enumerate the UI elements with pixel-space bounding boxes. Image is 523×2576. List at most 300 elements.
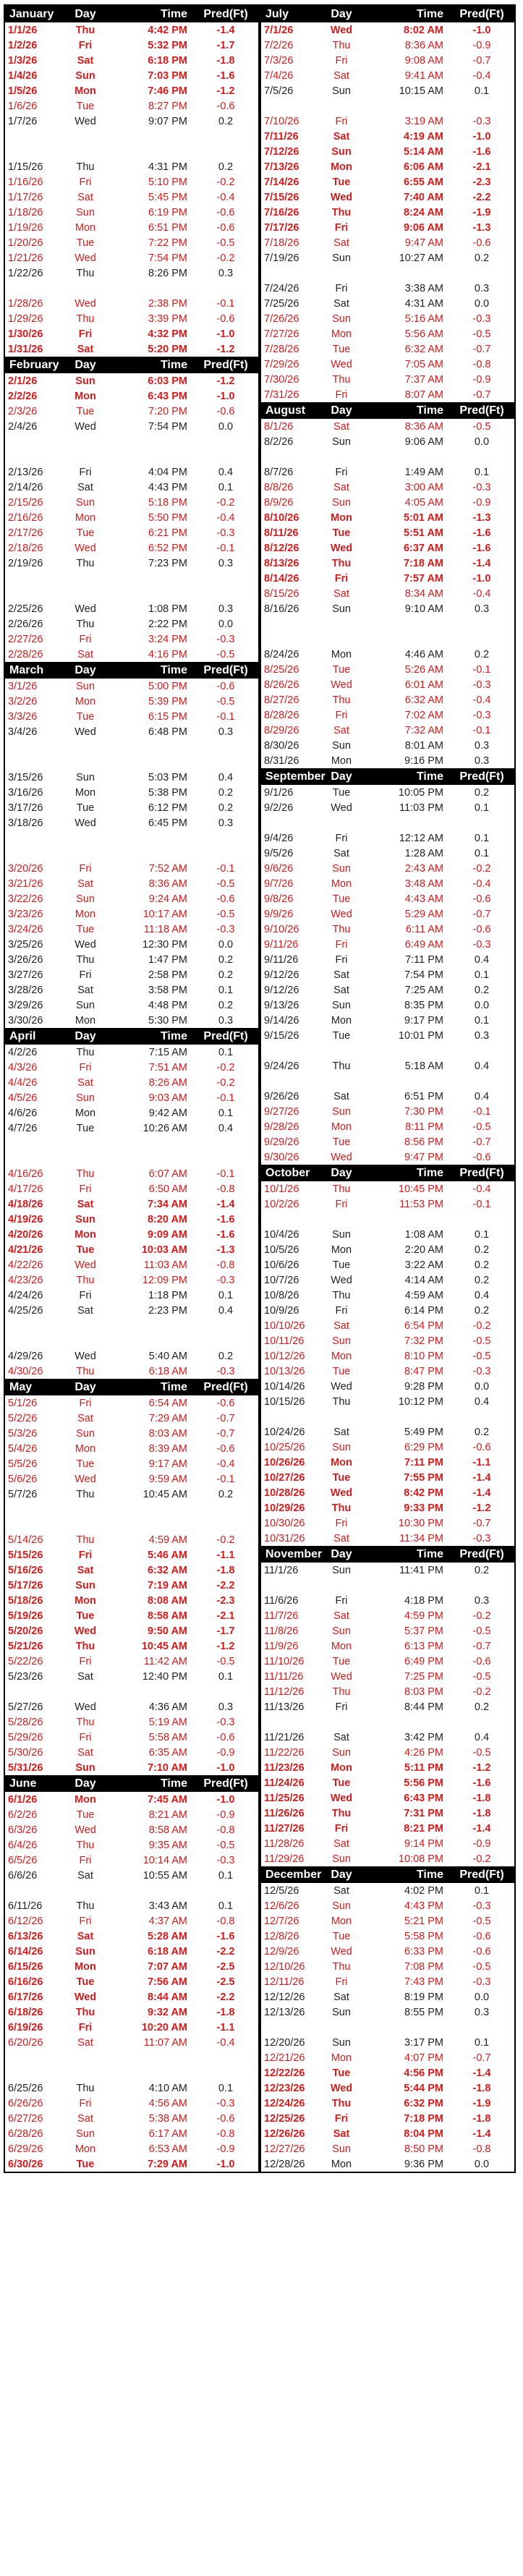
date-cell: 2/3/26 xyxy=(8,405,38,417)
weekday-cell: Tue xyxy=(76,2158,95,2170)
date-cell: 5/4/26 xyxy=(8,1442,38,1455)
weekday-cell: Thu xyxy=(332,694,351,706)
date-cell: 6/2/26 xyxy=(8,1808,38,1821)
time-cell: 2:20 AM xyxy=(404,1244,443,1256)
height-cell: -0.1 xyxy=(216,1168,235,1180)
weekday-cell: Thu xyxy=(76,267,95,279)
date-cell: 10/5/26 xyxy=(264,1244,299,1256)
date-cell: 10/2/26 xyxy=(264,1198,299,1210)
date-cell: 7/2/26 xyxy=(264,39,294,51)
date-cell: 12/21/26 xyxy=(264,2052,305,2064)
date-cell: 10/29/26 xyxy=(264,1502,305,1514)
time-cell: 6:11 AM xyxy=(405,923,443,935)
month-name: November xyxy=(265,1547,323,1560)
date-cell: 6/12/26 xyxy=(8,1915,43,1927)
month-header xyxy=(5,662,258,679)
time-cell: 4:42 PM xyxy=(148,24,187,36)
time-cell: 8:02 AM xyxy=(403,24,443,36)
weekday-cell: Wed xyxy=(75,1701,96,1713)
date-cell: 3/25/26 xyxy=(8,938,43,951)
month-name: September xyxy=(265,770,326,783)
height-cell: -0.5 xyxy=(216,237,235,249)
date-cell: 9/27/26 xyxy=(264,1105,299,1118)
time-cell: 3:17 PM xyxy=(404,2036,443,2049)
time-cell: 7:45 AM xyxy=(147,1793,187,1806)
height-cell: 0.3 xyxy=(474,1029,490,1042)
date-cell: 8/7/26 xyxy=(264,466,294,478)
weekday-cell: Mon xyxy=(331,648,352,660)
time-cell: 3:19 AM xyxy=(404,115,443,127)
date-cell: 8/25/26 xyxy=(264,663,299,676)
height-cell: 0.2 xyxy=(474,1274,490,1286)
tide-row xyxy=(261,1929,514,1944)
time-cell: 8:20 AM xyxy=(147,1213,187,1225)
tide-row xyxy=(261,1516,514,1531)
tide-row xyxy=(261,1760,514,1775)
weekday-cell: Sat xyxy=(333,1090,349,1102)
height-cell: 0.1 xyxy=(474,1884,490,1897)
weekday-cell: Fri xyxy=(79,176,92,188)
height-cell: 0.0 xyxy=(218,938,234,951)
time-cell: 4:56 PM xyxy=(404,2067,443,2079)
row-gap xyxy=(5,1883,258,1898)
time-cell: 8:10 PM xyxy=(404,1350,443,1362)
weekday-cell: Mon xyxy=(75,1107,96,1119)
weekday-cell: Tue xyxy=(332,343,351,355)
weekday-cell: Sun xyxy=(332,2036,351,2049)
height-cell: 0.4 xyxy=(474,1395,490,1408)
time-cell: 4:31 AM xyxy=(404,297,443,310)
weekday-cell: Wed xyxy=(330,1487,353,1499)
height-cell: -0.7 xyxy=(472,1136,491,1148)
time-cell: 5:39 PM xyxy=(148,695,187,707)
height-cell: -1.4 xyxy=(216,1198,235,1210)
time-cell: 6:48 PM xyxy=(148,726,187,738)
weekday-cell: Mon xyxy=(331,1640,352,1652)
weekday-cell: Fri xyxy=(335,1701,348,1713)
time-cell: 11:07 AM xyxy=(143,2036,187,2049)
tide-row xyxy=(261,692,514,707)
weekday-cell: Sun xyxy=(75,1945,95,1957)
day-column-header: Day xyxy=(75,358,96,371)
tide-row xyxy=(5,1090,258,1105)
tide-row xyxy=(261,846,514,861)
tide-row xyxy=(261,495,514,510)
time-cell: 8:03 AM xyxy=(148,1427,187,1440)
time-column-header: Time xyxy=(160,7,187,20)
height-cell: 0.2 xyxy=(218,115,234,127)
weekday-cell: Fri xyxy=(79,1183,92,1195)
tide-row xyxy=(5,419,258,434)
height-cell: -0.5 xyxy=(216,648,235,660)
time-cell: 8:08 AM xyxy=(147,1594,187,1607)
tide-row xyxy=(261,1424,514,1440)
weekday-cell: Fri xyxy=(335,466,348,478)
weekday-cell: Sun xyxy=(76,771,95,783)
time-cell: 4:07 PM xyxy=(404,2052,443,2064)
height-cell: -0.5 xyxy=(216,908,235,920)
height-cell: 0.1 xyxy=(474,847,490,859)
date-cell: 10/13/26 xyxy=(264,1365,305,1377)
weekday-cell: Sat xyxy=(333,130,350,143)
weekday-cell: Wed xyxy=(331,908,352,920)
weekday-cell: Wed xyxy=(75,1824,96,1836)
weekday-cell: Mon xyxy=(331,754,352,767)
weekday-cell: Mon xyxy=(331,2052,352,2064)
time-cell: 10:30 PM xyxy=(398,1517,443,1529)
tide-row xyxy=(5,952,258,967)
height-cell: -0.2 xyxy=(472,1853,491,1865)
date-cell: 2/1/26 xyxy=(8,375,38,387)
month-name: October xyxy=(265,1166,310,1179)
height-cell: -1.2 xyxy=(216,343,235,355)
height-cell: -0.6 xyxy=(216,2112,235,2125)
time-cell: 9:07 PM xyxy=(148,115,187,127)
date-cell: 10/7/26 xyxy=(264,1274,299,1286)
height-cell: -0.3 xyxy=(472,938,491,951)
tide-row xyxy=(5,1487,258,1502)
time-cell: 4:56 AM xyxy=(148,2097,187,2109)
weekday-cell: Sat xyxy=(333,1610,349,1622)
weekday-cell: Sat xyxy=(333,1426,349,1438)
tide-row xyxy=(5,1792,258,1807)
date-cell: 12/20/26 xyxy=(264,2036,305,2049)
weekday-cell: Mon xyxy=(75,786,96,799)
weekday-cell: Thu xyxy=(332,1395,351,1408)
tide-row xyxy=(5,1745,258,1760)
weekday-cell: Thu xyxy=(331,1807,352,1819)
day-column-header: Day xyxy=(331,1166,352,1179)
date-cell: 3/16/26 xyxy=(8,786,43,799)
weekday-cell: Mon xyxy=(75,1793,96,1806)
height-cell: -0.3 xyxy=(472,1976,491,1988)
time-cell: 4:26 PM xyxy=(404,1746,443,1759)
date-cell: 5/2/26 xyxy=(8,1412,38,1424)
tide-row xyxy=(5,1578,258,1593)
row-gap xyxy=(5,2065,258,2080)
height-cell: 0.1 xyxy=(474,832,490,844)
date-cell: 8/8/26 xyxy=(264,481,294,493)
day-column-header: Day xyxy=(75,1380,96,1393)
time-cell: 8:44 AM xyxy=(147,1991,187,2003)
tide-row xyxy=(5,1974,258,1989)
weekday-cell: Sat xyxy=(77,1412,93,1424)
tide-row xyxy=(261,982,514,998)
tide-row xyxy=(5,311,258,326)
tide-row xyxy=(261,1470,514,1485)
height-cell: 0.1 xyxy=(474,969,490,981)
weekday-cell: Wed xyxy=(331,1274,352,1286)
time-cell: 9:35 AM xyxy=(148,1839,187,1851)
height-cell: -0.4 xyxy=(472,587,491,600)
weekday-cell: Mon xyxy=(75,85,96,97)
height-cell: -0.6 xyxy=(216,206,235,218)
date-cell: 8/28/26 xyxy=(264,709,299,721)
tide-row xyxy=(261,2111,514,2126)
row-gap xyxy=(261,1578,514,1593)
row-gap xyxy=(5,2050,258,2065)
tide-row xyxy=(261,937,514,952)
date-cell: 2/25/26 xyxy=(8,603,43,615)
date-cell: 4/22/26 xyxy=(8,1259,43,1271)
time-cell: 4:59 AM xyxy=(148,1534,187,1546)
weekday-cell: Sat xyxy=(77,648,93,660)
weekday-cell: Tue xyxy=(332,663,351,676)
day-column-header: Day xyxy=(331,770,352,783)
weekday-cell: Sun xyxy=(332,435,351,448)
row-gap xyxy=(261,98,514,114)
time-cell: 2:38 PM xyxy=(148,297,187,310)
time-cell: 9:16 PM xyxy=(404,754,443,767)
time-cell: 8:04 PM xyxy=(404,2127,443,2140)
tide-row xyxy=(5,1166,258,1181)
time-cell: 5:11 PM xyxy=(404,1761,443,1774)
weekday-cell: Wed xyxy=(75,726,96,738)
date-cell: 11/27/26 xyxy=(264,1822,305,1835)
tide-row xyxy=(261,922,514,937)
date-cell: 5/29/26 xyxy=(8,1731,43,1743)
time-cell: 6:52 PM xyxy=(148,542,187,554)
tide-row xyxy=(5,1045,258,1060)
weekday-cell: Fri xyxy=(79,862,92,875)
height-cell: -0.3 xyxy=(216,923,235,935)
weekday-cell: Sat xyxy=(77,2036,93,2049)
height-cell: -2.3 xyxy=(472,176,491,188)
time-cell: 1:08 AM xyxy=(404,1228,443,1241)
date-cell: 6/11/26 xyxy=(8,1900,43,1912)
height-cell: -0.2 xyxy=(216,1061,235,1074)
weekday-cell: Thu xyxy=(331,1502,352,1514)
tide-row xyxy=(261,1806,514,1821)
height-cell: -0.1 xyxy=(472,1198,491,1210)
date-cell: 1/17/26 xyxy=(8,191,43,203)
date-cell: 9/30/26 xyxy=(264,1151,299,1163)
row-gap xyxy=(261,449,514,464)
time-column-header: Time xyxy=(160,1380,187,1393)
date-cell: 5/16/26 xyxy=(8,1564,43,1576)
time-cell: 7:19 AM xyxy=(147,1579,187,1591)
tide-row xyxy=(261,1898,514,1913)
date-cell: 12/24/26 xyxy=(264,2097,305,2109)
height-cell: 0.1 xyxy=(474,466,490,478)
time-cell: 6:01 AM xyxy=(404,679,443,691)
date-cell: 8/30/26 xyxy=(264,739,299,752)
tide-row xyxy=(261,1790,514,1806)
weekday-cell: Thu xyxy=(75,2006,95,2018)
date-cell: 9/11/26 xyxy=(264,938,299,951)
tide-row xyxy=(5,1471,258,1487)
weekday-cell: Sat xyxy=(77,1304,93,1317)
row-gap xyxy=(261,1714,514,1730)
height-cell: 0.4 xyxy=(474,1289,490,1301)
date-cell: 12/12/26 xyxy=(264,1991,305,2003)
time-cell: 7:54 PM xyxy=(148,420,187,433)
time-cell: 12:09 PM xyxy=(142,1274,187,1286)
date-cell: 2/18/26 xyxy=(8,542,43,554)
weekday-cell: Sun xyxy=(75,1761,95,1774)
tide-row xyxy=(5,1411,258,1426)
height-cell: 0.0 xyxy=(474,435,490,448)
date-cell: 5/18/26 xyxy=(8,1594,43,1607)
tide-row xyxy=(261,525,514,540)
date-cell: 10/10/26 xyxy=(264,1319,305,1332)
weekday-cell: Fri xyxy=(78,39,93,51)
time-cell: 10:45 AM xyxy=(141,1640,187,1652)
row-gap xyxy=(5,571,258,586)
tide-row xyxy=(5,1212,258,1227)
time-cell: 7:57 AM xyxy=(403,572,443,585)
height-cell: 0.3 xyxy=(218,817,234,829)
weekday-cell: Tue xyxy=(332,1259,351,1271)
tide-row xyxy=(5,1257,258,1272)
weekday-cell: Sun xyxy=(331,145,352,158)
height-cell: 0.2 xyxy=(218,161,234,173)
time-cell: 7:34 AM xyxy=(147,1198,187,1210)
time-cell: 7:56 AM xyxy=(147,1976,187,1988)
height-cell: -0.7 xyxy=(472,908,491,920)
weekday-cell: Sun xyxy=(332,1441,351,1453)
date-cell: 7/27/26 xyxy=(264,328,299,340)
height-cell: 0.1 xyxy=(474,2036,490,2049)
time-cell: 8:35 PM xyxy=(404,999,443,1011)
time-cell: 9:32 AM xyxy=(147,2006,187,2018)
time-cell: 11:42 AM xyxy=(143,1655,187,1667)
tide-row xyxy=(261,1348,514,1364)
tide-row xyxy=(261,2050,514,2065)
date-cell: 12/27/26 xyxy=(264,2143,305,2155)
height-cell: 0.0 xyxy=(474,297,490,310)
row-gap xyxy=(5,1333,258,1348)
date-cell: 7/5/26 xyxy=(264,85,294,97)
date-cell: 12/22/26 xyxy=(264,2067,305,2079)
time-cell: 8:36 AM xyxy=(404,39,443,51)
height-cell: -1.3 xyxy=(472,221,491,234)
day-column-header: Day xyxy=(331,1547,352,1560)
weekday-cell: Wed xyxy=(75,297,96,310)
time-cell: 6:14 PM xyxy=(404,1304,443,1317)
time-cell: 8:19 PM xyxy=(404,1991,443,2003)
date-cell: 6/28/26 xyxy=(8,2127,43,2140)
time-cell: 8:11 PM xyxy=(405,1121,443,1133)
height-cell: -1.8 xyxy=(472,1807,491,1819)
height-cell: -1.4 xyxy=(216,24,235,36)
height-cell: 0.3 xyxy=(474,2006,490,2018)
weekday-cell: Sun xyxy=(332,1900,351,1912)
height-cell: -0.3 xyxy=(472,115,491,127)
height-cell: -1.8 xyxy=(472,2112,491,2125)
date-cell: 7/29/26 xyxy=(264,358,299,370)
weekday-cell: Fri xyxy=(335,1517,348,1529)
date-cell: 6/4/26 xyxy=(8,1839,38,1851)
height-cell: -0.5 xyxy=(472,1746,491,1759)
time-cell: 6:54 AM xyxy=(148,1397,187,1409)
row-gap xyxy=(5,449,258,464)
height-cell: -2.1 xyxy=(216,1610,235,1622)
pred-column-header: Pred(Ft) xyxy=(203,7,248,20)
date-cell: 4/2/26 xyxy=(8,1046,38,1058)
height-cell: -0.4 xyxy=(472,1183,491,1195)
time-cell: 3:58 PM xyxy=(148,984,187,996)
time-cell: 5:28 AM xyxy=(147,1930,187,1942)
weekday-cell: Tue xyxy=(332,1136,351,1148)
weekday-cell: Thu xyxy=(76,953,95,966)
height-cell: -1.8 xyxy=(472,1792,491,1804)
date-cell: 10/6/26 xyxy=(264,1259,299,1271)
height-cell: -0.8 xyxy=(216,1824,235,1836)
date-cell: 8/27/26 xyxy=(264,694,299,706)
tide-row xyxy=(261,1028,514,1043)
date-cell: 11/1/26 xyxy=(264,1564,299,1576)
date-cell: 2/2/26 xyxy=(8,390,38,402)
tide-row xyxy=(5,510,258,525)
tide-row xyxy=(261,510,514,525)
pred-column-header: Pred(Ft) xyxy=(203,358,248,371)
height-cell: -0.7 xyxy=(472,2052,491,2064)
date-cell: 4/18/26 xyxy=(8,1198,43,1210)
date-cell: 3/1/26 xyxy=(8,680,38,692)
height-cell: 0.1 xyxy=(218,1670,234,1683)
weekday-cell: Wed xyxy=(74,1991,97,2003)
weekday-cell: Sat xyxy=(333,847,349,859)
date-cell: 10/14/26 xyxy=(264,1380,305,1393)
weekday-cell: Tue xyxy=(76,923,95,935)
time-cell: 7:29 AM xyxy=(147,2158,187,2170)
weekday-cell: Mon xyxy=(75,1228,96,1241)
height-cell: -2.5 xyxy=(216,1976,235,1988)
weekday-cell: Sun xyxy=(332,1625,351,1637)
month-header xyxy=(261,1546,514,1563)
tide-row xyxy=(261,952,514,967)
time-cell: 3:38 AM xyxy=(404,282,443,294)
time-cell: 5:58 PM xyxy=(404,1930,443,1942)
tide-row xyxy=(261,174,514,190)
time-cell: 8:24 AM xyxy=(403,206,443,218)
tide-row xyxy=(261,800,514,815)
time-cell: 8:27 PM xyxy=(148,100,187,112)
date-cell: 3/2/26 xyxy=(8,695,38,707)
tide-row xyxy=(261,296,514,311)
time-column-header: Time xyxy=(416,770,443,783)
date-cell: 8/2/26 xyxy=(264,435,294,448)
weekday-cell: Sun xyxy=(75,375,95,387)
date-cell: 5/1/26 xyxy=(8,1397,38,1409)
weekday-cell: Tue xyxy=(332,527,351,539)
tide-row xyxy=(5,326,258,341)
date-cell: 7/11/26 xyxy=(264,130,299,143)
tide-row xyxy=(261,1379,514,1394)
date-cell: 9/1/26 xyxy=(264,786,294,799)
date-cell: 4/5/26 xyxy=(8,1092,38,1104)
row-gap xyxy=(5,754,258,770)
row-gap xyxy=(261,632,514,647)
weekday-cell: Wed xyxy=(75,1350,96,1362)
date-cell: 4/24/26 xyxy=(8,1289,43,1301)
height-cell: -0.7 xyxy=(472,54,491,67)
month-name: February xyxy=(9,358,59,371)
height-cell: -1.1 xyxy=(216,1549,235,1561)
height-cell: -1.6 xyxy=(216,1930,235,1942)
date-cell: 4/21/26 xyxy=(8,1244,43,1256)
date-cell: 4/7/26 xyxy=(8,1122,38,1134)
height-cell: 0.3 xyxy=(218,1701,234,1713)
time-cell: 9:14 PM xyxy=(404,1837,443,1850)
date-cell: 6/26/26 xyxy=(8,2097,43,2109)
time-cell: 8:21 AM xyxy=(148,1808,187,1821)
weekday-cell: Mon xyxy=(331,1121,352,1133)
date-cell: 8/9/26 xyxy=(264,496,294,509)
height-cell: 0.2 xyxy=(218,953,234,966)
weekday-cell: Sat xyxy=(333,481,349,493)
